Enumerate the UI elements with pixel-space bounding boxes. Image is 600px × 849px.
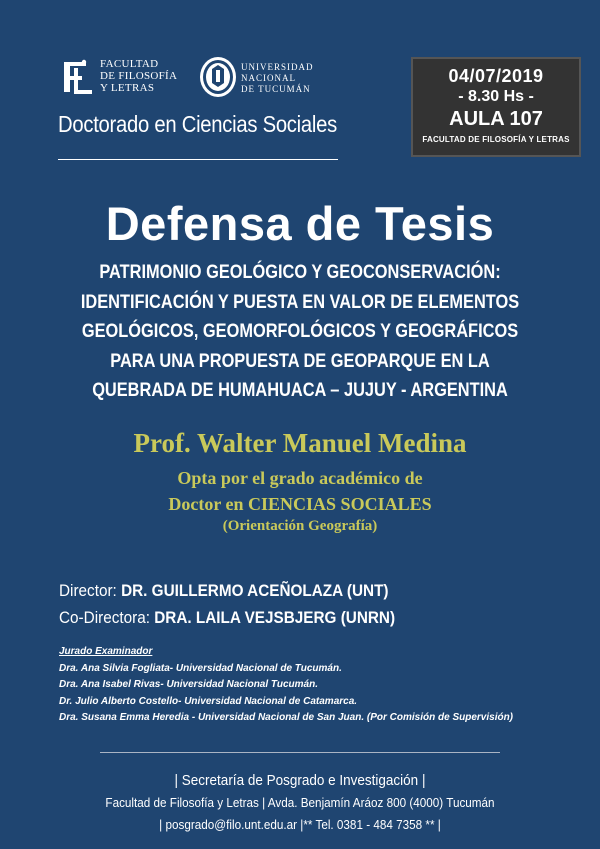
jury-member: Dra. Ana Silvia Fogliata- Universidad Nacional de Tucumán.: [59, 662, 342, 674]
event-date: 04/07/2019: [448, 66, 544, 86]
footer-department: | Secretaría de Posgrado e Investigación |: [174, 772, 426, 789]
degree-line: Opta por el grado académico de: [177, 468, 423, 488]
footer: [0, 770, 600, 836]
event-location: FACULTAD DE FILOSOFÍA Y LETRAS: [422, 135, 570, 144]
footer-divider: [100, 752, 500, 753]
director-value: DR. GUILLERMO ACEÑOLAZA (UNT): [121, 581, 389, 600]
event-room: AULA 107: [449, 108, 543, 130]
degree-line: Doctor en CIENCIAS SOCIALES: [168, 494, 432, 514]
codirector-row: [59, 604, 395, 631]
university-seal-icon: [198, 55, 238, 99]
advisors: [59, 577, 395, 631]
degree-info: [0, 465, 600, 517]
jury-heading: Jurado Examinador: [59, 646, 153, 657]
orientation: (Orientación Geografía): [222, 518, 378, 534]
codirector-label: Co-Directora:: [59, 608, 155, 627]
faculty-logo-icon: [60, 58, 96, 98]
thesis-title-line: QUEBRADA DE HUMAHUACA – JUJUY - ARGENTINA: [92, 379, 508, 401]
faculty-name: FACULTAD DE FILOSOFÍA Y LETRAS: [100, 58, 178, 94]
thesis-title-line: IDENTIFICACIÓN Y PUESTA EN VALOR DE ELEMENTOS: [80, 290, 520, 313]
codirector-value: DRA. LAILA VEJSBJERG (UNRN): [154, 608, 396, 627]
thesis-title-line: PATRIMONIO GEOLÓGICO Y GEOCONSERVACIÓN:: [99, 261, 501, 283]
header-divider: [58, 159, 338, 160]
director-row: [59, 577, 395, 604]
thesis-title-line: PARA UNA PROPUESTA DE GEOPARQUE EN LA: [110, 349, 490, 372]
jury-list: [59, 644, 513, 727]
candidate-name: Prof. Walter Manuel Medina: [133, 428, 467, 458]
program-name: Doctorado en Ciencias Sociales: [58, 111, 337, 137]
jury-member: Dra. Susana Emma Heredia - Universidad Nacional de San Juan. (Por Comisión de Supervisión): [59, 712, 514, 723]
university-name: UNIVERSIDAD NACIONAL DE TUCUMÁN: [241, 62, 314, 94]
director-label: Director:: [59, 581, 122, 600]
footer-address: Facultad de Filosofía y Letras | Avda. Benjamín Aráoz 800 (4000) Tucumán: [105, 795, 495, 810]
jury-member: Dra. Ana Isabel Rivas- Universidad Nacional Tucumán.: [59, 679, 318, 690]
jury-member: Dr. Julio Alberto Costello- Universidad Nacional de Catamarca.: [59, 695, 358, 707]
thesis-title: [48, 258, 552, 406]
event-info-box: [411, 57, 581, 157]
page-title: Defensa de Tesis: [105, 197, 495, 250]
thesis-title-line: GEOLÓGICOS, GEOMORFOLÓGICOS Y GEOGRÁFICOS: [81, 320, 519, 342]
footer-contact: | posgrado@filo.unt.edu.ar |** Tel. 0381 - 484 7358 ** |: [159, 817, 441, 832]
event-time: - 8.30 Hs -: [458, 88, 534, 105]
